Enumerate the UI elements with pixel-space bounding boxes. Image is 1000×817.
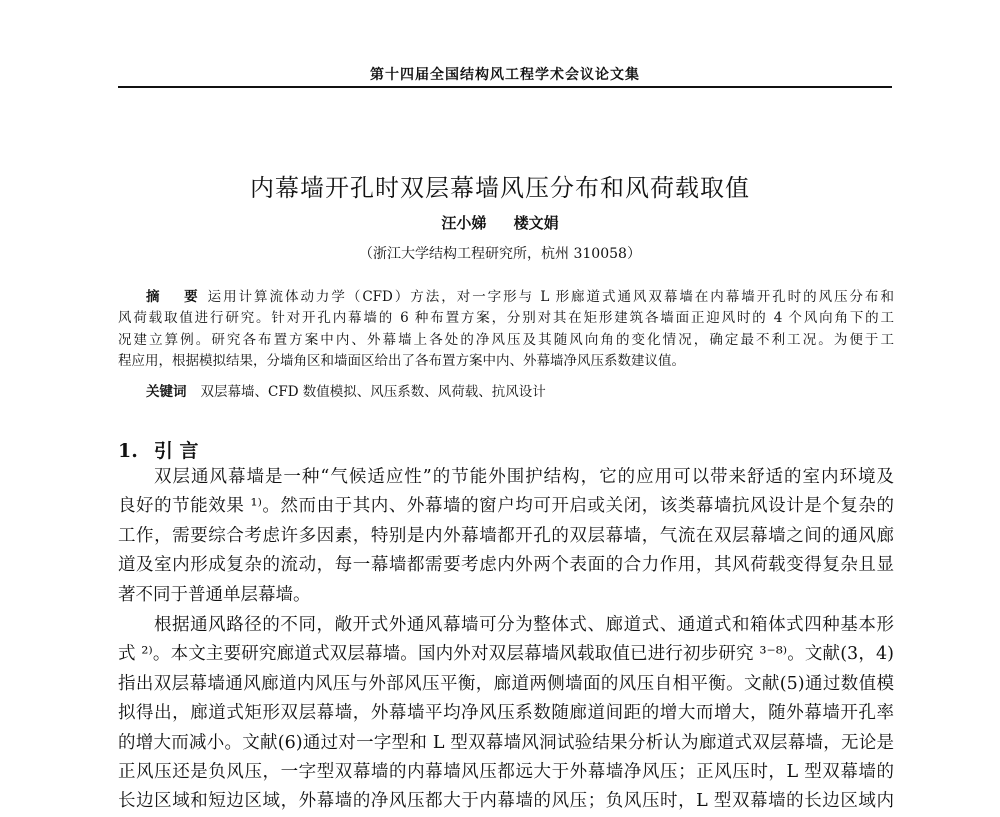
paragraph-line: 正风压还是负风压，一字型双幕墙的内幕墙风压都远大于外幕墙净风压；正风压时，L 型双幕墙的 xyxy=(118,762,894,783)
section-title: 引 言 xyxy=(153,440,199,462)
paragraph-line: 拟得出，廊道式矩形双层幕墙，外幕墙平均净风压系数随廊道间距的增大而增大，随外幕墙开孔率 xyxy=(118,703,894,724)
section-number: 1. xyxy=(118,440,138,462)
paragraph-line: 根据通风路径的不同，敞开式外通风幕墙可分为整体式、廊道式、通道式和箱体式四种基本形 xyxy=(154,615,894,635)
running-head: 第十四届全国结构风工程学术会议论文集 xyxy=(370,67,640,83)
author: 楼文娟 xyxy=(513,214,559,232)
paragraph-line: 良好的节能效果 ¹⁾。然而由于其内、外幕墙的窗户均可开启或关闭，该类幕墙抗风设计是个复杂的 xyxy=(118,496,894,517)
paragraph-line: 的增大而减小。文献(6)通过对一字型和 L 型双幕墙风洞试验结果分析认为廊道式双层幕墙，无论是 xyxy=(118,732,894,753)
paragraph-line: 工作，需要综合考虑许多因素，特别是内外幕墙都开孔的双层幕墙，气流在双层幕墙之间的通风廊 xyxy=(118,525,894,546)
section-heading xyxy=(118,436,214,463)
abstract-line: 程应用，根据模拟结果，分墙角区和墙面区给出了各布置方案中内、外幕墙净风压系数建议值。 xyxy=(118,352,685,369)
abstract-line: 风荷载取值进行研究。针对开孔内幕墙的 6 种布置方案，分别对其在矩形建筑各墙面正迎风时的 4 个风向角下的工 xyxy=(118,310,894,327)
abstract-label: 摘 要 xyxy=(146,289,208,305)
abstract-line: 摘 要运用计算流体动力学（CFD）方法，对一字形与 L 形廊道式通风双幕墙在内幕墙开孔时的风压分布和 xyxy=(146,289,894,305)
body-paragraph xyxy=(118,463,894,610)
paragraph-line: 指出双层幕墙通风廊道内风压与外部风压平衡，廊道两侧墙面的风压自相平衡。文献(5)通过数值模 xyxy=(118,673,894,694)
keywords-label: 关键词 xyxy=(146,384,187,400)
paragraph-line: 著不同于普通单层幕墙。 xyxy=(118,584,311,605)
abstract xyxy=(118,287,894,372)
paragraph-line: 双层通风幕墙是一种“气候适应性”的节能外围护结构，它的应用可以带来舒适的室内环境及 xyxy=(154,467,894,487)
body-paragraph xyxy=(118,611,894,817)
header-rule xyxy=(118,86,892,88)
keywords-text: 双层幕墙、CFD 数值模拟、风压系数、风荷载、抗风设计 xyxy=(200,384,546,400)
paragraph-line: 式 ²⁾。本文主要研究廊道式双层幕墙。国内外对双层幕墙风载取值已进行初步研究 ³⁻⁸⁾。文献(3，4) xyxy=(118,644,894,665)
affiliation: （浙江大学结构工程研究所，杭州 310058） xyxy=(359,246,641,262)
abstract-line: 况建立算例。研究各布置方案中内、外幕墙上各处的净风压及其随风向角的变化情况，确定最不利工况。为便于工 xyxy=(118,331,894,348)
paper-title: 内幕墙开孔时双层幕墙风压分布和风荷载取值 xyxy=(250,174,750,202)
paragraph-line: 长边区域和短边区域，外幕墙的净风压都大于内幕墙的风压；负风压时，L 型双幕墙的长边区域内 xyxy=(118,791,894,812)
authors xyxy=(0,212,1000,233)
keywords xyxy=(146,380,546,400)
author: 汪小娣 xyxy=(441,214,487,232)
paragraph-line: 道及室内形成复杂的流动，每一幕墙都需要考虑内外两个表面的合力作用，其风荷载变得复杂且显 xyxy=(118,555,894,576)
